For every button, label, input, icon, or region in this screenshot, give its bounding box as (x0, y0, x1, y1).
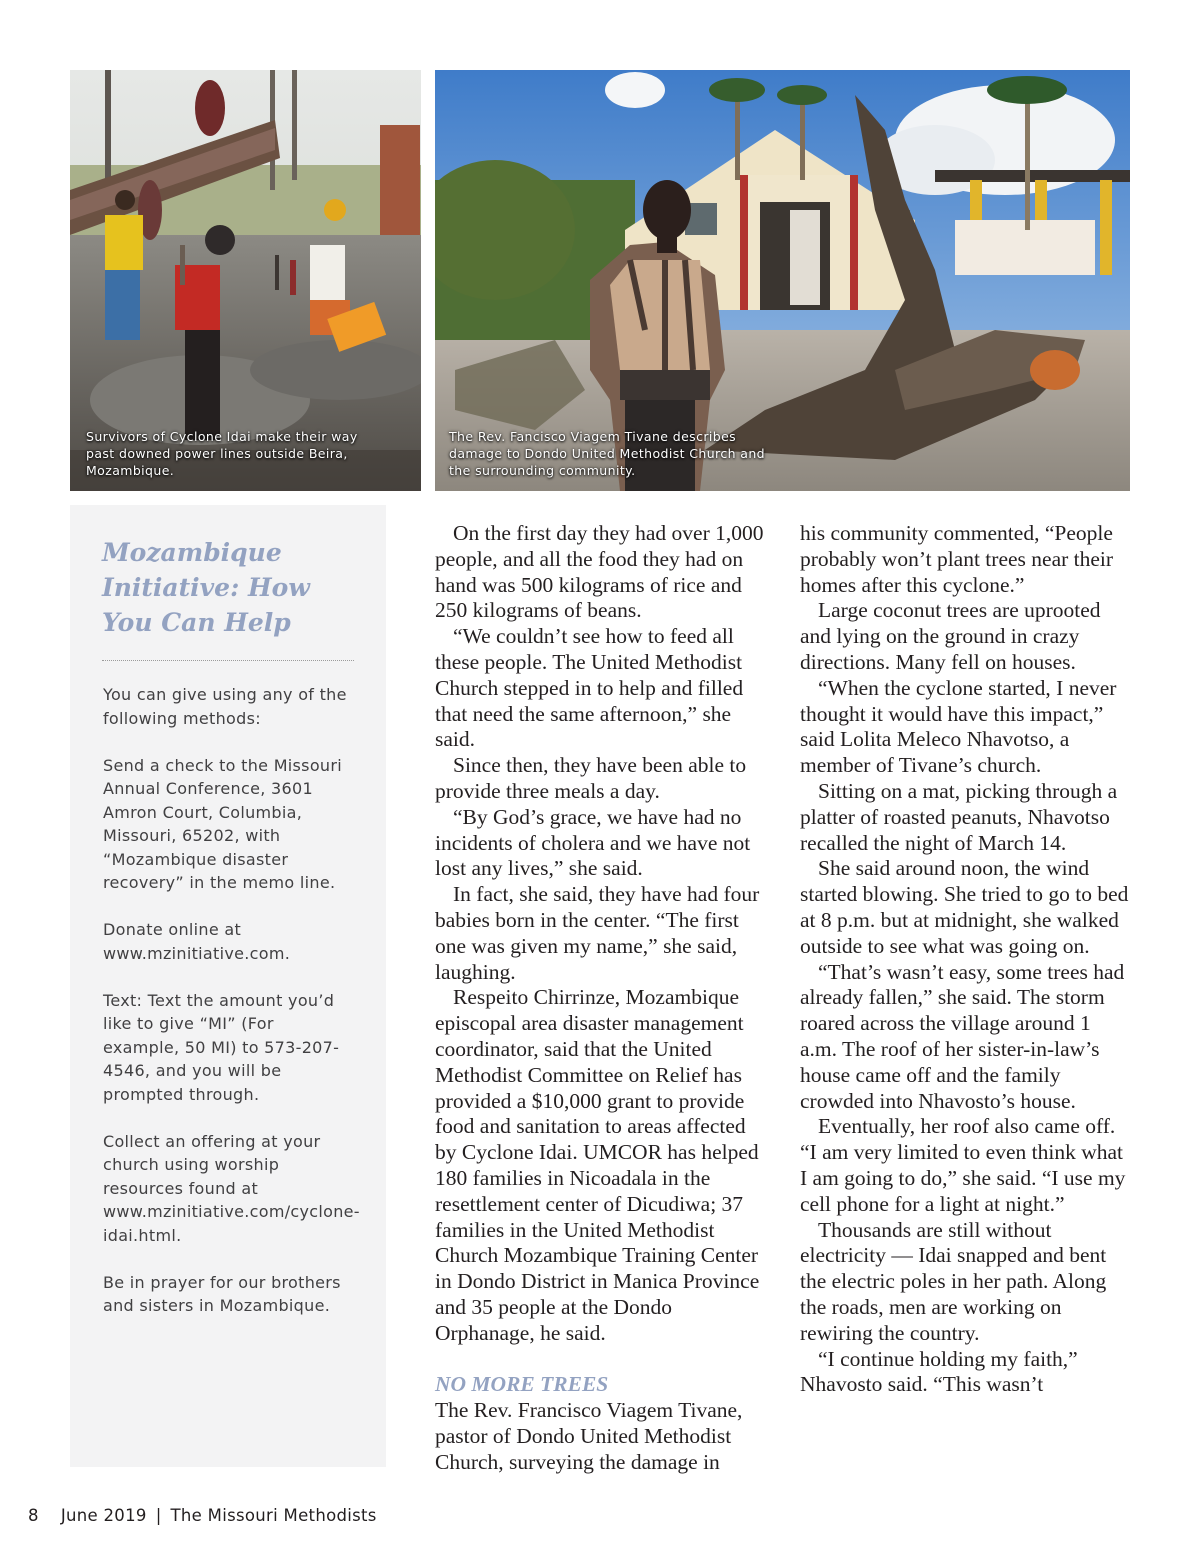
article-paragraph: “We couldn’t see how to feed all these people. The United Methodist Church stepped in to help and filled that need the same afternoon,” she said. (435, 624, 744, 752)
article-paragraph: In fact, she said, they have had four babies born in the center. “The first one was given my name,” she said, laughing. (435, 882, 760, 984)
sidebar-body (103, 683, 360, 1341)
sidebar-method-check: Send a check to the Missouri Annual Conference, 3601 Amron Court, Columbia, Missouri, 65202, with “Mozambique disaster recovery” in the memo line. (103, 755, 342, 892)
sidebar-intro: You can give using any of the following methods: (103, 685, 347, 728)
page-footer (28, 1506, 377, 1525)
article-paragraph: “That’s wasn’t easy, some trees had already fallen,” she said. The storm roared across the village around 1 a.m. The roof of her sister-in-law’s house came off and the family crowded into Nhavosto’s house. (800, 959, 1125, 1113)
issue-date: June 2019 (60, 1506, 147, 1525)
article-paragraph: She said around noon, the wind started blowing. She tried to go to bed at 8 p.m. but at midnight, she walked outside to see what was going on. (800, 856, 1129, 958)
sidebar-method-online: Donate online at www.mzinitiative.com. (103, 920, 291, 963)
publication-name: The Missouri Methodists (170, 1506, 377, 1525)
article-paragraph: The Rev. Francisco Viagem Tivane, pastor of Dondo United Methodist Church, surveying the damage in (435, 1398, 743, 1474)
article-paragraph: Large coconut trees are uprooted and lying on the ground in crazy directions. Many fell on houses. (800, 598, 1101, 674)
sidebar-method-text: Text: Text the amount you’d like to give “MI” (For example, 50 MI) to 573-207-4546, and you will be prompted through. (103, 990, 340, 1104)
photo-survivors-caption: Survivors of Cyclone Idai make their way past downed power lines outside Beira, Mozambique. (86, 429, 358, 478)
sidebar-method-prayer: Be in prayer for our brothers and sisters in Mozambique. (103, 1272, 341, 1315)
article-paragraph-continued: his community commented, “People probably won’t plant trees near their homes after this cyclone.” (800, 521, 1114, 597)
article-paragraph: “By God’s grace, we have had no incidents of cholera and we have not lost any lives,” she said. (435, 804, 751, 881)
article-subhead: NO MORE TREES (435, 1372, 609, 1397)
article-paragraph: “When the cyclone started, I never thought it would have this impact,” said Lolita Meleco Nhavotso, a member of Tivane’s church. (800, 675, 1117, 778)
photo-survivors (70, 70, 421, 491)
article-paragraph: “I continue holding my faith,” Nhavosto said. “This wasn’t (800, 1346, 1078, 1397)
sidebar-divider (102, 660, 354, 661)
photo-church-damage-caption: The Rev. Fancisco Viagem Tivane describes damage to Dondo United Methodist Church and the surrounding community. (449, 429, 766, 478)
article-paragraph: Sitting on a mat, picking through a platter of roasted peanuts, Nhavotso recalled the night of March 14. (800, 778, 1118, 855)
article-paragraph: Since then, they have been able to provide three meals a day. (435, 753, 747, 803)
article-column-2 (800, 521, 1132, 1398)
sidebar-how-to-help (70, 505, 386, 1467)
article-paragraph: Eventually, her roof also came off. “I am very limited to even think what I am going to do,” she said. “I use my cell phone for a light at night.” (800, 1114, 1126, 1216)
article-paragraph: Respeito Chirrinze, Mozambique episcopal area disaster management coordinator, said that the United Methodist Committee on Relief has provided a $10,000 grant to provide food and sanitation to areas affected by Cyclone Idai. UMCOR has helped 180 families in Nicoadala in the resettlement center of Dicudiwa; 37 families in the United Methodist Church Mozambique Training Center in Dondo District in Manica Province and 35 people at the Dondo Orphanage, he said. (435, 985, 760, 1345)
sidebar-method-offering: Collect an offering at your church using worship resources found at www.mzinitiative.com/cyclone-idai.html. (103, 1131, 360, 1245)
page-number: 8 (28, 1506, 39, 1525)
photo-church-damage (435, 70, 1130, 491)
article-paragraph: Thousands are still without electricity — Idai snapped and bent the electric poles in her path. Along the roads, men are working on rewiring the country. (800, 1217, 1107, 1345)
article-paragraph: On the first day they had over 1,000 people, and all the food they had on hand was 500 kilograms of rice and 250 kilograms of beans. (435, 521, 764, 623)
sidebar-title: Mozambique Initiative: How You Can Help (102, 538, 310, 637)
footer-separator: | (155, 1506, 162, 1525)
article-column-1 (435, 521, 767, 1475)
